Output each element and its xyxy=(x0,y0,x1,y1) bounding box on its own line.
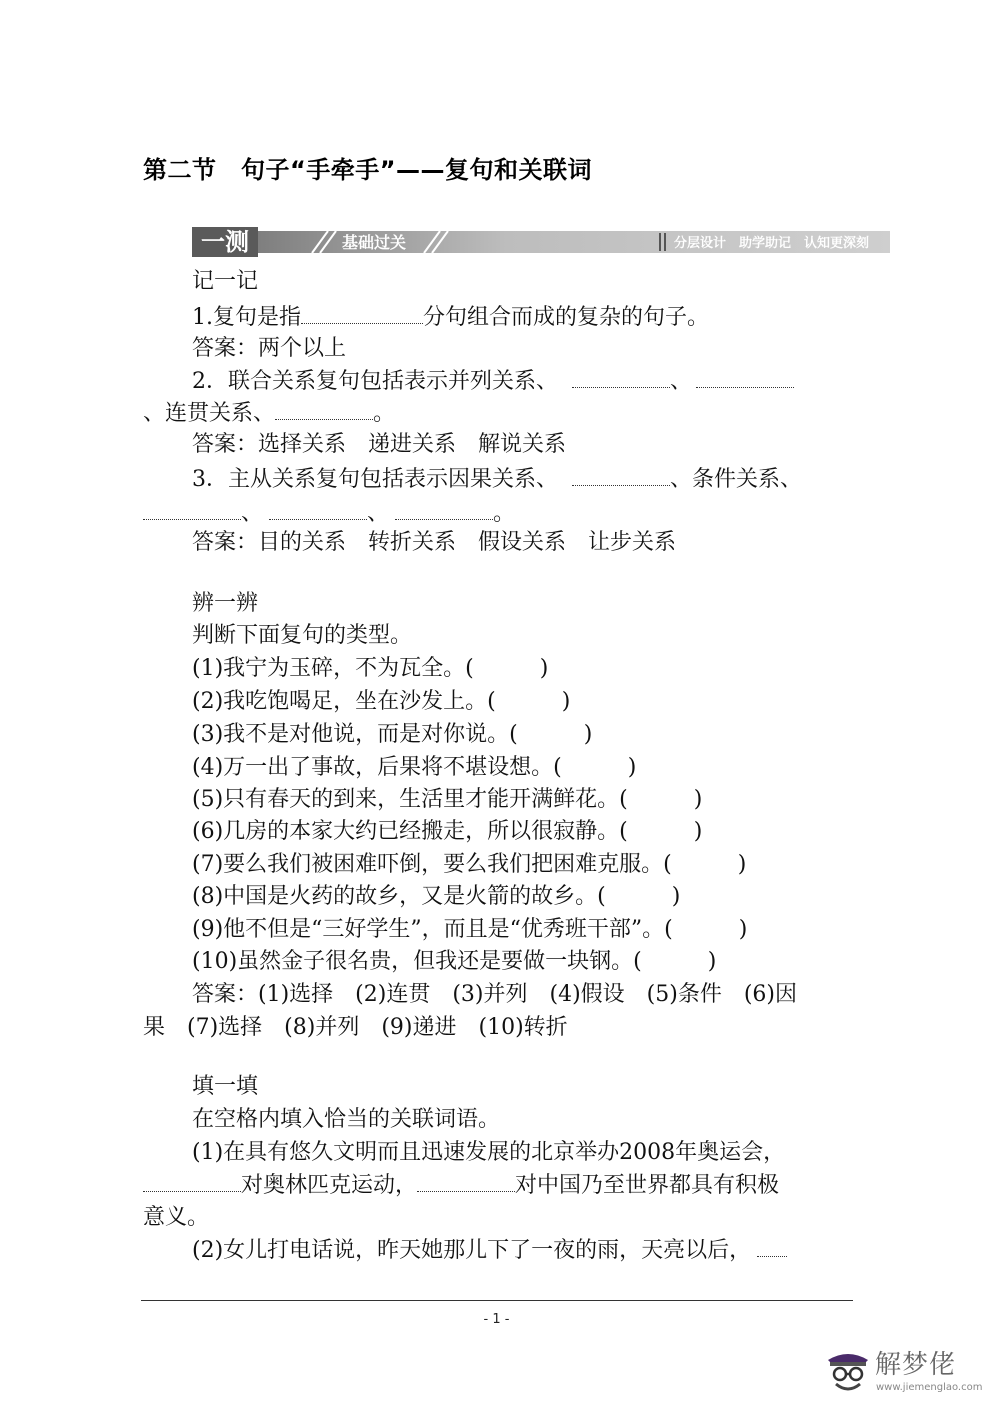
fill-blank[interactable] xyxy=(143,1171,241,1192)
list-item: (2)我吃饱喝足，坐在沙发上。( ) xyxy=(192,689,571,714)
fill-blank[interactable] xyxy=(696,367,794,388)
question-2-line2 xyxy=(143,399,395,428)
list-item: (4)万一出了事故，后果将不堪设想。( ) xyxy=(192,755,637,780)
fill-blank[interactable] xyxy=(572,465,670,486)
tianyitian-q1-line2 xyxy=(143,1171,779,1200)
instruction-tianyitian: 在空格内填入恰当的关联词语。 xyxy=(192,1107,501,1132)
question-2-line1 xyxy=(192,367,794,396)
fill-blank[interactable] xyxy=(143,499,241,520)
page-number: - 1 - xyxy=(483,1312,510,1327)
q3-text-a: 3．主从关系复句包括表示因果关系、 xyxy=(192,467,558,492)
q2-end: 。 xyxy=(373,401,396,426)
watermark-url: www.jiemenglao.com xyxy=(876,1382,983,1393)
question-3-line2 xyxy=(143,499,515,528)
q3-sep: 、 xyxy=(241,501,264,526)
banner-slogan: 分层设计 助学助记 认知更深刻 xyxy=(674,236,870,251)
tianyitian-q2-line1 xyxy=(192,1236,787,1265)
instruction-bianyibian: 判断下面复句的类型。 xyxy=(192,623,413,648)
question-1 xyxy=(192,303,709,332)
answer-2: 答案：选择关系 递进关系 解说关系 xyxy=(192,432,567,457)
site-watermark xyxy=(822,1342,982,1398)
q1-text-a: 1.复句是指 xyxy=(192,305,301,330)
fill-blank[interactable] xyxy=(395,499,493,520)
list-item: (7)要么我们被困难吓倒，要么我们把困难克服。( ) xyxy=(192,852,747,877)
fill-blank[interactable] xyxy=(417,1171,515,1192)
detective-logo-icon xyxy=(824,1344,872,1396)
answer-bianyibian-line2: 果 (7)选择 (8)并列 (9)递进 (10)转折 xyxy=(143,1015,568,1040)
heading-tianyitian: 填一填 xyxy=(192,1074,259,1099)
fill-blank[interactable] xyxy=(269,499,367,520)
question-3-line1 xyxy=(192,465,802,494)
list-item: (9)他不但是“三好学生”，而且是“优秀班干部”。( ) xyxy=(192,917,748,942)
q2-text-a: 2．联合关系复句包括表示并列关系、 xyxy=(192,369,558,394)
answer-bianyibian-line1: 答案：(1)选择 (2)连贯 (3)并列 (4)假设 (5)条件 (6)因 xyxy=(192,982,797,1007)
answer-1: 答案：两个以上 xyxy=(192,336,347,361)
list-item: (10)虽然金子很名贵，但我还是要做一块钢。( ) xyxy=(192,949,717,974)
q3-sep: 、 xyxy=(367,501,390,526)
list-item: (1)我宁为玉碎，不为瓦全。( ) xyxy=(192,656,549,681)
answer-3: 答案：目的关系 转折关系 假设关系 让步关系 xyxy=(192,530,677,555)
q3-text-b: 、条件关系、 xyxy=(670,467,803,492)
q1-line2-text-d: 对中国乃至世界都具有积极 xyxy=(515,1173,780,1198)
list-item: (8)中国是火药的故乡，又是火箭的故乡。( ) xyxy=(192,884,681,909)
heading-bianyibian: 辨一辨 xyxy=(192,591,259,616)
q2-line1-text: (2)女儿打电话说，昨天她那儿下了一夜的雨，天亮以后， xyxy=(192,1238,752,1263)
list-item: (3)我不是对他说，而是对你说。( ) xyxy=(192,722,593,747)
q1-text-b: 分句组合而成的复杂的句子。 xyxy=(423,305,710,330)
fill-blank[interactable] xyxy=(275,399,373,420)
footer-divider xyxy=(141,1300,853,1301)
fill-blank[interactable] xyxy=(301,303,423,324)
q3-end: 。 xyxy=(493,501,516,526)
q2-sep: 、 xyxy=(670,369,693,394)
banner-big-text: 一测 xyxy=(201,228,249,256)
fill-blank[interactable] xyxy=(757,1236,787,1257)
section-title: 第二节 句子“手牵手”——复句和关联词 xyxy=(143,156,593,184)
banner-tag: 基础过关 xyxy=(342,233,407,252)
tianyitian-q1-line1: (1)在具有悠久文明而且迅速发展的北京举办2008年奥运会， xyxy=(192,1140,786,1165)
heading-jiyiji: 记一记 xyxy=(192,269,259,294)
watermark-name: 解梦佬 xyxy=(875,1350,957,1380)
fill-blank[interactable] xyxy=(572,367,670,388)
q2-text-c: 、连贯关系、 xyxy=(143,401,276,426)
section-banner xyxy=(192,227,890,257)
list-item: (5)只有春天的到来，生活里才能开满鲜花。( ) xyxy=(192,787,703,812)
tianyitian-q1-line3: 意义。 xyxy=(143,1205,210,1230)
list-item: (6)几房的本家大约已经搬走，所以很寂静。( ) xyxy=(192,819,703,844)
q1-line2-text-b: 对奥林匹克运动， xyxy=(241,1173,418,1198)
